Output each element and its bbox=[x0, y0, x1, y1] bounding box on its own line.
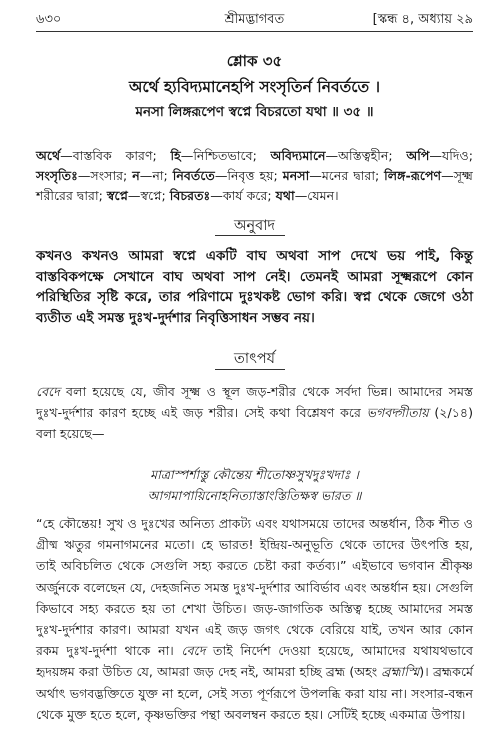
purport-body-text-3: )। ব্রহ্মকর্মে অর্থাৎ ভগবদ্ভক্তিতে যুক্ত না হলে, সেই সত্য পূর্ণরূপে উপলব্ধি করা যায় না। সংসার-বন্ধন থেকে মুক্ত হতে হলে, কৃষ্ণভক্তির পন্থা অবলম্বন করতে হয়। সেটিই হচ্ছে একমাত্র উপায়। bbox=[36, 664, 474, 722]
gloss-meaning: —অস্তিত্বহীন; bbox=[325, 148, 407, 163]
gloss-term: অপি bbox=[406, 148, 430, 163]
gloss-meaning: —নিবৃত্ত হয়; bbox=[214, 167, 283, 183]
purport-intro-text: বলা হয়েছে যে, জীব সূক্ষ্ম ও স্থূল জড়-শরীর থেকে সর্বদা ভিন্ন। আমাদের সমস্ত দুঃখ-দুর্দশার কারণ হচ্ছে এই জড় শরীর। সেই কথা বিশ্লেষণ করে bbox=[36, 384, 473, 421]
gloss-meaning: —না; bbox=[139, 167, 173, 183]
purport-body-text-1: “হে কৌন্তেয়! সুখ ও দুঃখের অনিত্য প্রাকট্য এবং যথাসময়ে তাদের অন্তর্ধান, ঠিক শীত ও গ্রীষ্ম ঋতুর গমনাগমনের মতো। হে ভারত! ইন্দ্রিয়-অনুভূতি থেকে তাদের উৎপত্তি হয়, তাই অবিচলিত থেকে সেগুলি সহ্য করতে চেষ্টা করা কর্তব্য।” এইভাবে ভগবান শ্রীকৃষ্ণ অর্জুনকে বলেছেন যে, দেহজনিত সমস্ত দুঃখ-দুর্দশার আবির্ভাব এবং অন্তর্ধান হয়। সেগুলি কিভাবে সহ্য করতে হয় তা শেখা উচিত। জড়-জাগতিক অস্তিত্ব হচ্ছে আমাদের সমস্ত দুঃখ-দুর্দশার কারণ। আমরা যখন এই জড় জগৎ থেকে বেরিয়ে যাই, তখন আর কোন রকম দুঃখ-দুর্দশা থাকে না। bbox=[36, 516, 473, 659]
gloss-meaning: —মনের দ্বারা; bbox=[309, 167, 385, 183]
gloss-term: অর্থে bbox=[36, 148, 61, 163]
verse-line-1: অর্থে হ্যবিদ্যমানেহপি সংসৃতির্ন নিবর্ততে । bbox=[128, 78, 381, 96]
gloss-meaning: —যেমন। bbox=[294, 187, 339, 203]
gloss-term: বিচরতঃ bbox=[169, 187, 211, 203]
gloss-term: সংসৃতিঃ bbox=[36, 167, 78, 183]
gloss-term: মনসা bbox=[282, 167, 310, 183]
gloss-term: যথা bbox=[275, 187, 295, 203]
translation-heading-underline bbox=[215, 235, 285, 236]
purport-heading-underline bbox=[215, 369, 285, 370]
purport-body bbox=[36, 513, 473, 725]
gita-citation: (২/১৪) বলা হয়েছে— bbox=[36, 405, 473, 442]
verse-line-2: মনসা লিঙ্গরূপেণ স্বপ্নে বিচরতো যথা ॥ ৩৫ ॥ bbox=[135, 104, 374, 120]
gloss-term: ন bbox=[132, 167, 140, 183]
gita-reference: ভগবদ্গীতায় bbox=[366, 405, 429, 421]
page-number: ৬৩০ bbox=[36, 12, 62, 27]
canto-chapter-label: [স্কন্ধ ৪, অধ্যায় ২৯ bbox=[372, 12, 473, 27]
quote-line-2: আগমাপায়িনোহনিত্যাস্তাংস্তিতিক্ষস্ব ভারত ॥ bbox=[147, 488, 362, 503]
running-head bbox=[36, 8, 473, 30]
purport-heading: তাৎপর্য bbox=[233, 351, 276, 367]
gloss-meaning: —বাস্তবিক কারণ; bbox=[60, 148, 171, 163]
verse-title: শ্লোক ৩৫ bbox=[226, 52, 283, 70]
veda-reference-2: বেদে bbox=[181, 643, 206, 659]
purport-body-text-2: তাই নির্দেশ দেওয়া হয়েছে, আমাদের যথাযথভাবে হৃদয়ঙ্গম করা উচিত যে, আমরা জড় দেহ নই, আমরা হচ্ছি ব্রহ্ম (অহং bbox=[36, 643, 474, 680]
gloss-term: হি bbox=[170, 148, 181, 163]
header-divider bbox=[36, 31, 473, 32]
brahmasmi-term: ব্রহ্মাস্মি bbox=[381, 664, 420, 680]
gloss-term: লিঙ্গ-রূপেণ bbox=[384, 167, 442, 183]
gloss-meaning: —যদিও; bbox=[429, 148, 473, 163]
gloss-meaning: —সংসার; bbox=[77, 167, 133, 183]
gita-quote bbox=[36, 464, 473, 506]
gloss-meaning: —নিশ্চিতভাবে; bbox=[180, 148, 271, 163]
book-title: শ্রীমদ্ভাগবত bbox=[224, 12, 285, 27]
purport-intro bbox=[36, 381, 473, 445]
gloss-term: অবিদ্যমানে bbox=[270, 148, 326, 163]
gloss-meaning: —স্বপ্নে; bbox=[127, 187, 170, 203]
gloss-meaning: —সূক্ষ্ম শরীরের দ্বারা; bbox=[36, 167, 473, 203]
gloss-term: নিবর্ততে bbox=[172, 167, 215, 183]
gloss-term: স্বপ্নে bbox=[106, 187, 128, 203]
veda-reference: বেদে bbox=[36, 384, 60, 399]
quote-line-1: মাত্রাস্পর্শাস্তু কৌন্তেয় শীতোষ্ণসুখদুঃখদাঃ । bbox=[150, 467, 359, 482]
gloss-meaning: —কার্য করে; bbox=[210, 187, 276, 203]
word-meanings bbox=[36, 146, 473, 205]
translation-text: কখনও কখনও আমরা স্বপ্নে একটি বাঘ অথবা সাপ দেখে ভয় পাই, কিন্তু বাস্তবিকপক্ষে সেখানে বাঘ অথবা সাপ নেই। তেমনই আমরা সূক্ষ্মরূপে কোন পরিস্থিতির সৃষ্টি করে, তার পরিণামে দুঃখকষ্ট ভোগ করি। স্বপ্ন থেকে জেগে ওঠা ব্যতীত এই সমস্ত দুঃখ-দুর্দশার নিবৃত্তিসাধন সম্ভব নয়। bbox=[36, 248, 473, 326]
translation-heading: অনুবাদ bbox=[233, 218, 276, 234]
